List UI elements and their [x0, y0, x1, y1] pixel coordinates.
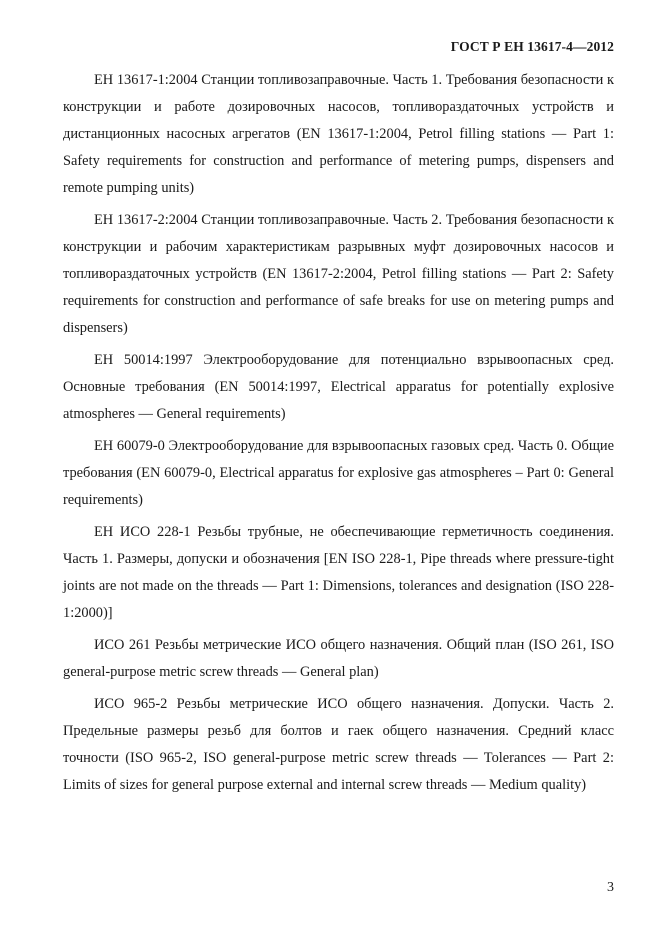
reference-en-13617-2: ЕН 13617-2:2004 Станции топливозаправочные. Часть 2. Требования безопасности к конструкции и рабочим характеристикам разрывных муфт дозировочных насосов и топливораздаточных устройств (EN 13617-2:2004, Petrol filling stations — Part 2: Safety requirements for construction and performance of safe breaks for use on metering pumps and dispensers) — [63, 212, 614, 336]
reference-iso-261: ИСО 261 Резьбы метрические ИСО общего назначения. Общий план (ISO 261, ISO general-purpose metric screw threads — General plan) — [63, 637, 614, 680]
reference-en-60079-0: ЕН 60079-0 Электрооборудование для взрывоопасных газовых сред. Часть 0. Общие требования (EN 60079-0, Electrical apparatus for explosive gas atmospheres – Part 0: General requirements) — [63, 438, 614, 508]
reference-iso-965-2: ИСО 965-2 Резьбы метрические ИСО общего назначения. Допуски. Часть 2. Предельные размеры резьб для болтов и гаек общего назначения. Средний класс точности (ISO 965-2, ISO general-purpose metric screw threads — Tolerances — Part 2: Limits of sizes for general purpose external and internal screw threads — Medium quality) — [63, 696, 614, 793]
reference-en-iso-228-1: ЕН ИСО 228-1 Резьбы трубные, не обеспечивающие герметичность соединения. Часть 1. Размеры, допуски и обозначения [EN ISO 228-1, Pipe threads where pressure-tight joints are not made on the threads — Part 1: Dimensions, tolerances and designation (ISO 228-1:2000)] — [63, 524, 614, 621]
reference-en-13617-1: ЕН 13617-1:2004 Станции топливозаправочные. Часть 1. Требования безопасности к конструкции и работе дозировочных насосов, топливораздаточных устройств и дистанционных насосных агрегатов (EN 13617-1:2004, Petrol filling stations — Part 1: Safety requirements for construction and performance of metering pumps, dispensers and remote pumping units) — [63, 72, 614, 196]
references-list — [63, 67, 614, 804]
page-number: 3 — [607, 880, 614, 895]
document-code-header: ГОСТ Р ЕН 13617-4—2012 — [450, 39, 614, 54]
reference-en-50014: ЕН 50014:1997 Электрооборудование для потенциально взрывоопасных сред. Основные требования (EN 50014:1997, Electrical apparatus for potentially explosive atmospheres — General requirements) — [63, 352, 614, 422]
